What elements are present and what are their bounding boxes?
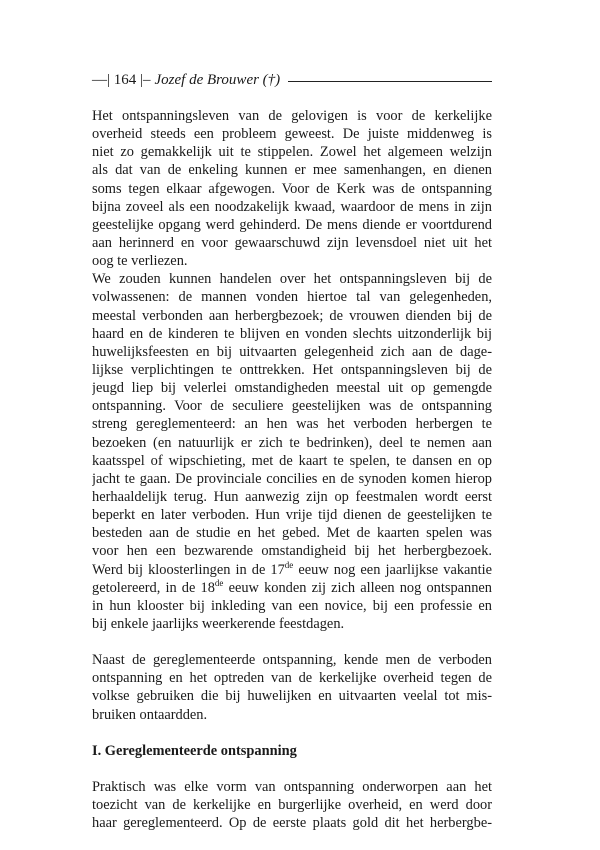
text-line: haard en de kinderen te blijven en vonden slechts uitzonderlijk bij bbox=[92, 325, 492, 342]
text-line: bezoeken (en natuurlijk er zich te bedrinken), deel te nemen aan bbox=[92, 434, 492, 451]
text-line: herhaaldelijk terug. Hun aanwezig zijn op feestmalen wordt eerst bbox=[92, 488, 492, 505]
superscript: de bbox=[214, 578, 224, 588]
superscript: de bbox=[284, 560, 294, 570]
paragraph-3 bbox=[92, 651, 492, 724]
text-line bbox=[92, 561, 492, 579]
running-header-author: Jozef de Brouwer (†) bbox=[154, 71, 281, 88]
text-line: ontspanning. Voor de seculiere geestelijken was de ontspanning bbox=[92, 398, 492, 415]
text-line: jacht te gaan. De provinciale concilies en de synoden komen hierop bbox=[92, 470, 492, 487]
text-line: jeugd liep bij velerlei omstandigheden meestal uit op gemengde bbox=[92, 380, 492, 397]
text-line: Het ontspanningsleven van de gelovigen is voor de kerkelijke bbox=[92, 108, 492, 124]
text-line: voor hen een bezwarende omstandigheid bij het herbergbezoek. bbox=[92, 543, 492, 560]
text-line: huwelijksfeesten en bij uitvaarten gelegenheid zich aan de dage- bbox=[92, 343, 492, 360]
section-heading: I. Gereglementeerde ontspanning bbox=[92, 742, 297, 759]
text-line: geestelijke opgang werd gehinderd. De mens diende er voortdurend bbox=[92, 216, 492, 233]
text-line: volwassenen: de mannen vonden hiertoe tal van gelegenheden, bbox=[92, 289, 492, 306]
text-line: oog te verliezen. bbox=[92, 253, 188, 270]
text-line: besteden aan de studie en het gebed. Met de kaarten spelen was bbox=[92, 525, 492, 542]
text-line: soms tegen elkaar afgewogen. Voor de Kerk was de ontspanning bbox=[92, 180, 492, 197]
text-line: volkse gebruiken die bij huwelijken en uitvaarten veelal tot mis- bbox=[92, 688, 492, 705]
text-line: Praktisch was elke vorm van ontspanning onderworpen aan het bbox=[92, 778, 492, 795]
text-line: toezicht van de kerkelijke en burgerlijke overheid, en werd door bbox=[92, 796, 492, 813]
text-line: lijkse verplichtingen te onttrekken. Het ontspanningsleven bij de bbox=[92, 361, 492, 378]
paragraph-2 bbox=[92, 270, 492, 633]
text-line: overheid steeds een probleem geweest. De juiste middenweg is bbox=[92, 126, 492, 143]
header-rule bbox=[288, 81, 492, 82]
text-line: aan herinnerd en voor gewaarschuwd zijn levensdoel niet uit het bbox=[92, 234, 492, 251]
text-fragment: Werd bij kloosterlingen in de 17 bbox=[92, 561, 285, 578]
text-line: ontspanning en het optreden van de kerkelijke overheid tegen de bbox=[92, 670, 492, 687]
text-line: meestal verbonden aan herbergbezoek; de vrouwen dienden bij de bbox=[92, 307, 492, 324]
paragraph-gap bbox=[92, 633, 492, 651]
paragraph-gap bbox=[92, 760, 492, 778]
text-fragment: getolereerd, in de 18 bbox=[92, 579, 215, 596]
text-line: We zouden kunnen handelen over het ontspanningsleven bij de bbox=[92, 271, 492, 288]
text-line: als dat van de enkeling kunnen er mee samenhangen, en dienen bbox=[92, 162, 492, 179]
text-line: streng gereglementeerd: an hen was het verboden herbergen te bbox=[92, 416, 492, 433]
text-line: Naast de gereglementeerde ontspanning, kende men de verboden bbox=[92, 652, 492, 669]
paragraph-1 bbox=[92, 107, 492, 270]
text-fragment: eeuw nog een jaarlijkse vakantie bbox=[293, 561, 492, 578]
text-fragment: eeuw konden zij zich alleen nog ontspannen bbox=[223, 579, 492, 596]
text-line: kaatsspel of wipschieting, met de kaart te spelen, te dansen en op bbox=[92, 452, 492, 469]
text-line: bruiken ontaardden. bbox=[92, 706, 208, 723]
text-line: beperkt en later verboden. Hun vrije tijd dienen de geestelijken te bbox=[92, 507, 492, 524]
paragraph-4 bbox=[92, 778, 492, 832]
text-line: niet zo gemakkelijk uit te stippelen. Zowel het algemeen welzijn bbox=[92, 144, 492, 161]
page-number: —| 164 |– bbox=[92, 71, 151, 88]
running-header bbox=[92, 70, 492, 90]
text-line: bijna zoveel als een noodzakelijk kwaad, waardoor de mens in zijn bbox=[92, 198, 492, 215]
body-text bbox=[92, 107, 492, 832]
paragraph-gap bbox=[92, 724, 492, 742]
text-line: in hun klooster bij inkleding van een novice, bij een professie en bbox=[92, 597, 492, 614]
text-line bbox=[92, 579, 492, 597]
text-line: haar gereglementeerd. Op de eerste plaats gold dit het herbergbe- bbox=[92, 815, 492, 832]
text-line: bij enkele jaarlijks weerkerende feestdagen. bbox=[92, 615, 345, 632]
